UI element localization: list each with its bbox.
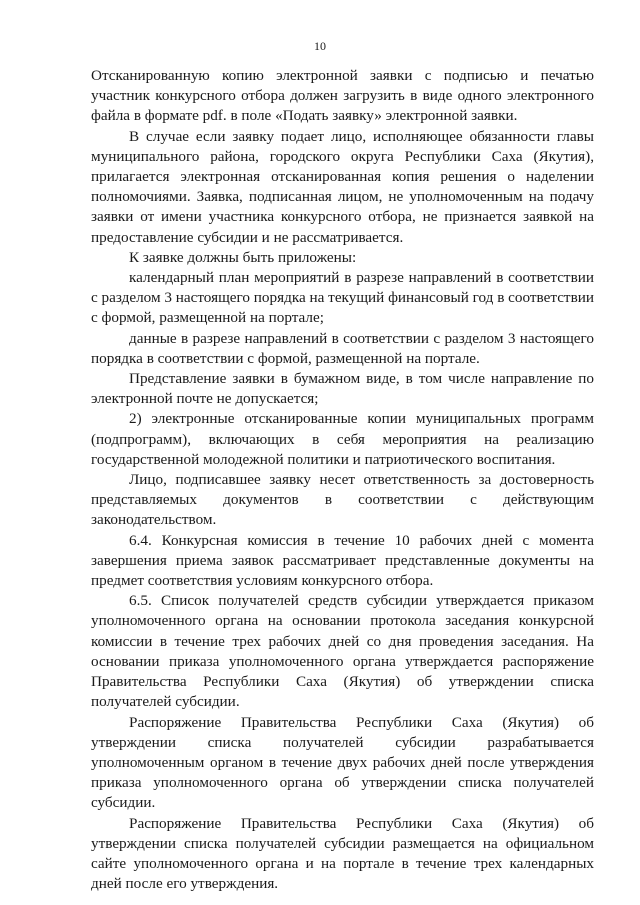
page-number: 10 <box>314 39 326 53</box>
paragraph: Распоряжение Правительства Республики Саха (Якутия) об утверждении списка получателей субсидии размещается на официальном сайте уполномоченного органа и на портале в течение трех календарных дней после его утверждения. <box>91 814 594 893</box>
paragraph: 6.4. Конкурсная комиссия в течение 10 рабочих дней с момента завершения приема заявок рассматривает представленные документы на предмет соответствия условиям конкурсного отбора. <box>91 531 594 590</box>
paragraph: 6.5. Список получателей средств субсидии утверждается приказом уполномоченного органа на основании протокола заседания конкурсной комиссии в течение трех рабочих дней со дня проведения заседания. На основании приказа уполномоченного органа утверждается распоряжение Правительства Республики Саха (Якутия) об утверждении списка получателей субсидии. <box>91 592 594 711</box>
paragraph: Представление заявки в бумажном виде, в том числе направление по электронной почте не допускается; <box>91 370 594 408</box>
paragraph: К заявке должны быть приложены: <box>129 248 357 266</box>
document-body <box>91 66 594 894</box>
paragraph: календарный план мероприятий в разрезе направлений в соответствии с разделом 3 настоящего порядка на текущий финансовый год в соответствии с формой, размещенной на портале; <box>91 269 594 327</box>
paragraph: Лицо, подписавшее заявку несет ответственность за достоверность представляемых документов в соответствии с действующим законодательством. <box>91 471 594 529</box>
paragraph: В случае если заявку подает лицо, исполняющее обязанности главы муниципального района, городского округа Республики Саха (Якутия), прилагается электронная отсканированная копия решения о наделении полномочиями. Заявка, подписанная лицом, не уполномоченным на подачу заявки от имени участника конкурсного отбора, не признается заявкой на предоставление субсидии и не рассматривается. <box>91 127 594 246</box>
paragraph: Распоряжение Правительства Республики Саха (Якутия) об утверждении списка получателей субсидии разрабатывается уполномоченным органом в течение двух рабочих дней после утверждения приказа уполномоченного органа об утверждении списка получателей субсидии. <box>91 713 594 812</box>
paragraph: данные в разрезе направлений в соответствии с разделом 3 настоящего порядка в соответствии с формой, размещенной на портале. <box>91 329 594 367</box>
list-item: 2) электронные отсканированные копии муниципальных программ (подпрограмм), включающих в себя мероприятия на реализацию государственной молодежной политики и патриотического воспитания. <box>91 410 594 468</box>
paragraph: Отсканированную копию электронной заявки с подписью и печатью участник конкурсного отбора должен загрузить в виде одного электронного файла в формате pdf. в поле «Подать заявку» электронной заявки. <box>91 67 594 125</box>
